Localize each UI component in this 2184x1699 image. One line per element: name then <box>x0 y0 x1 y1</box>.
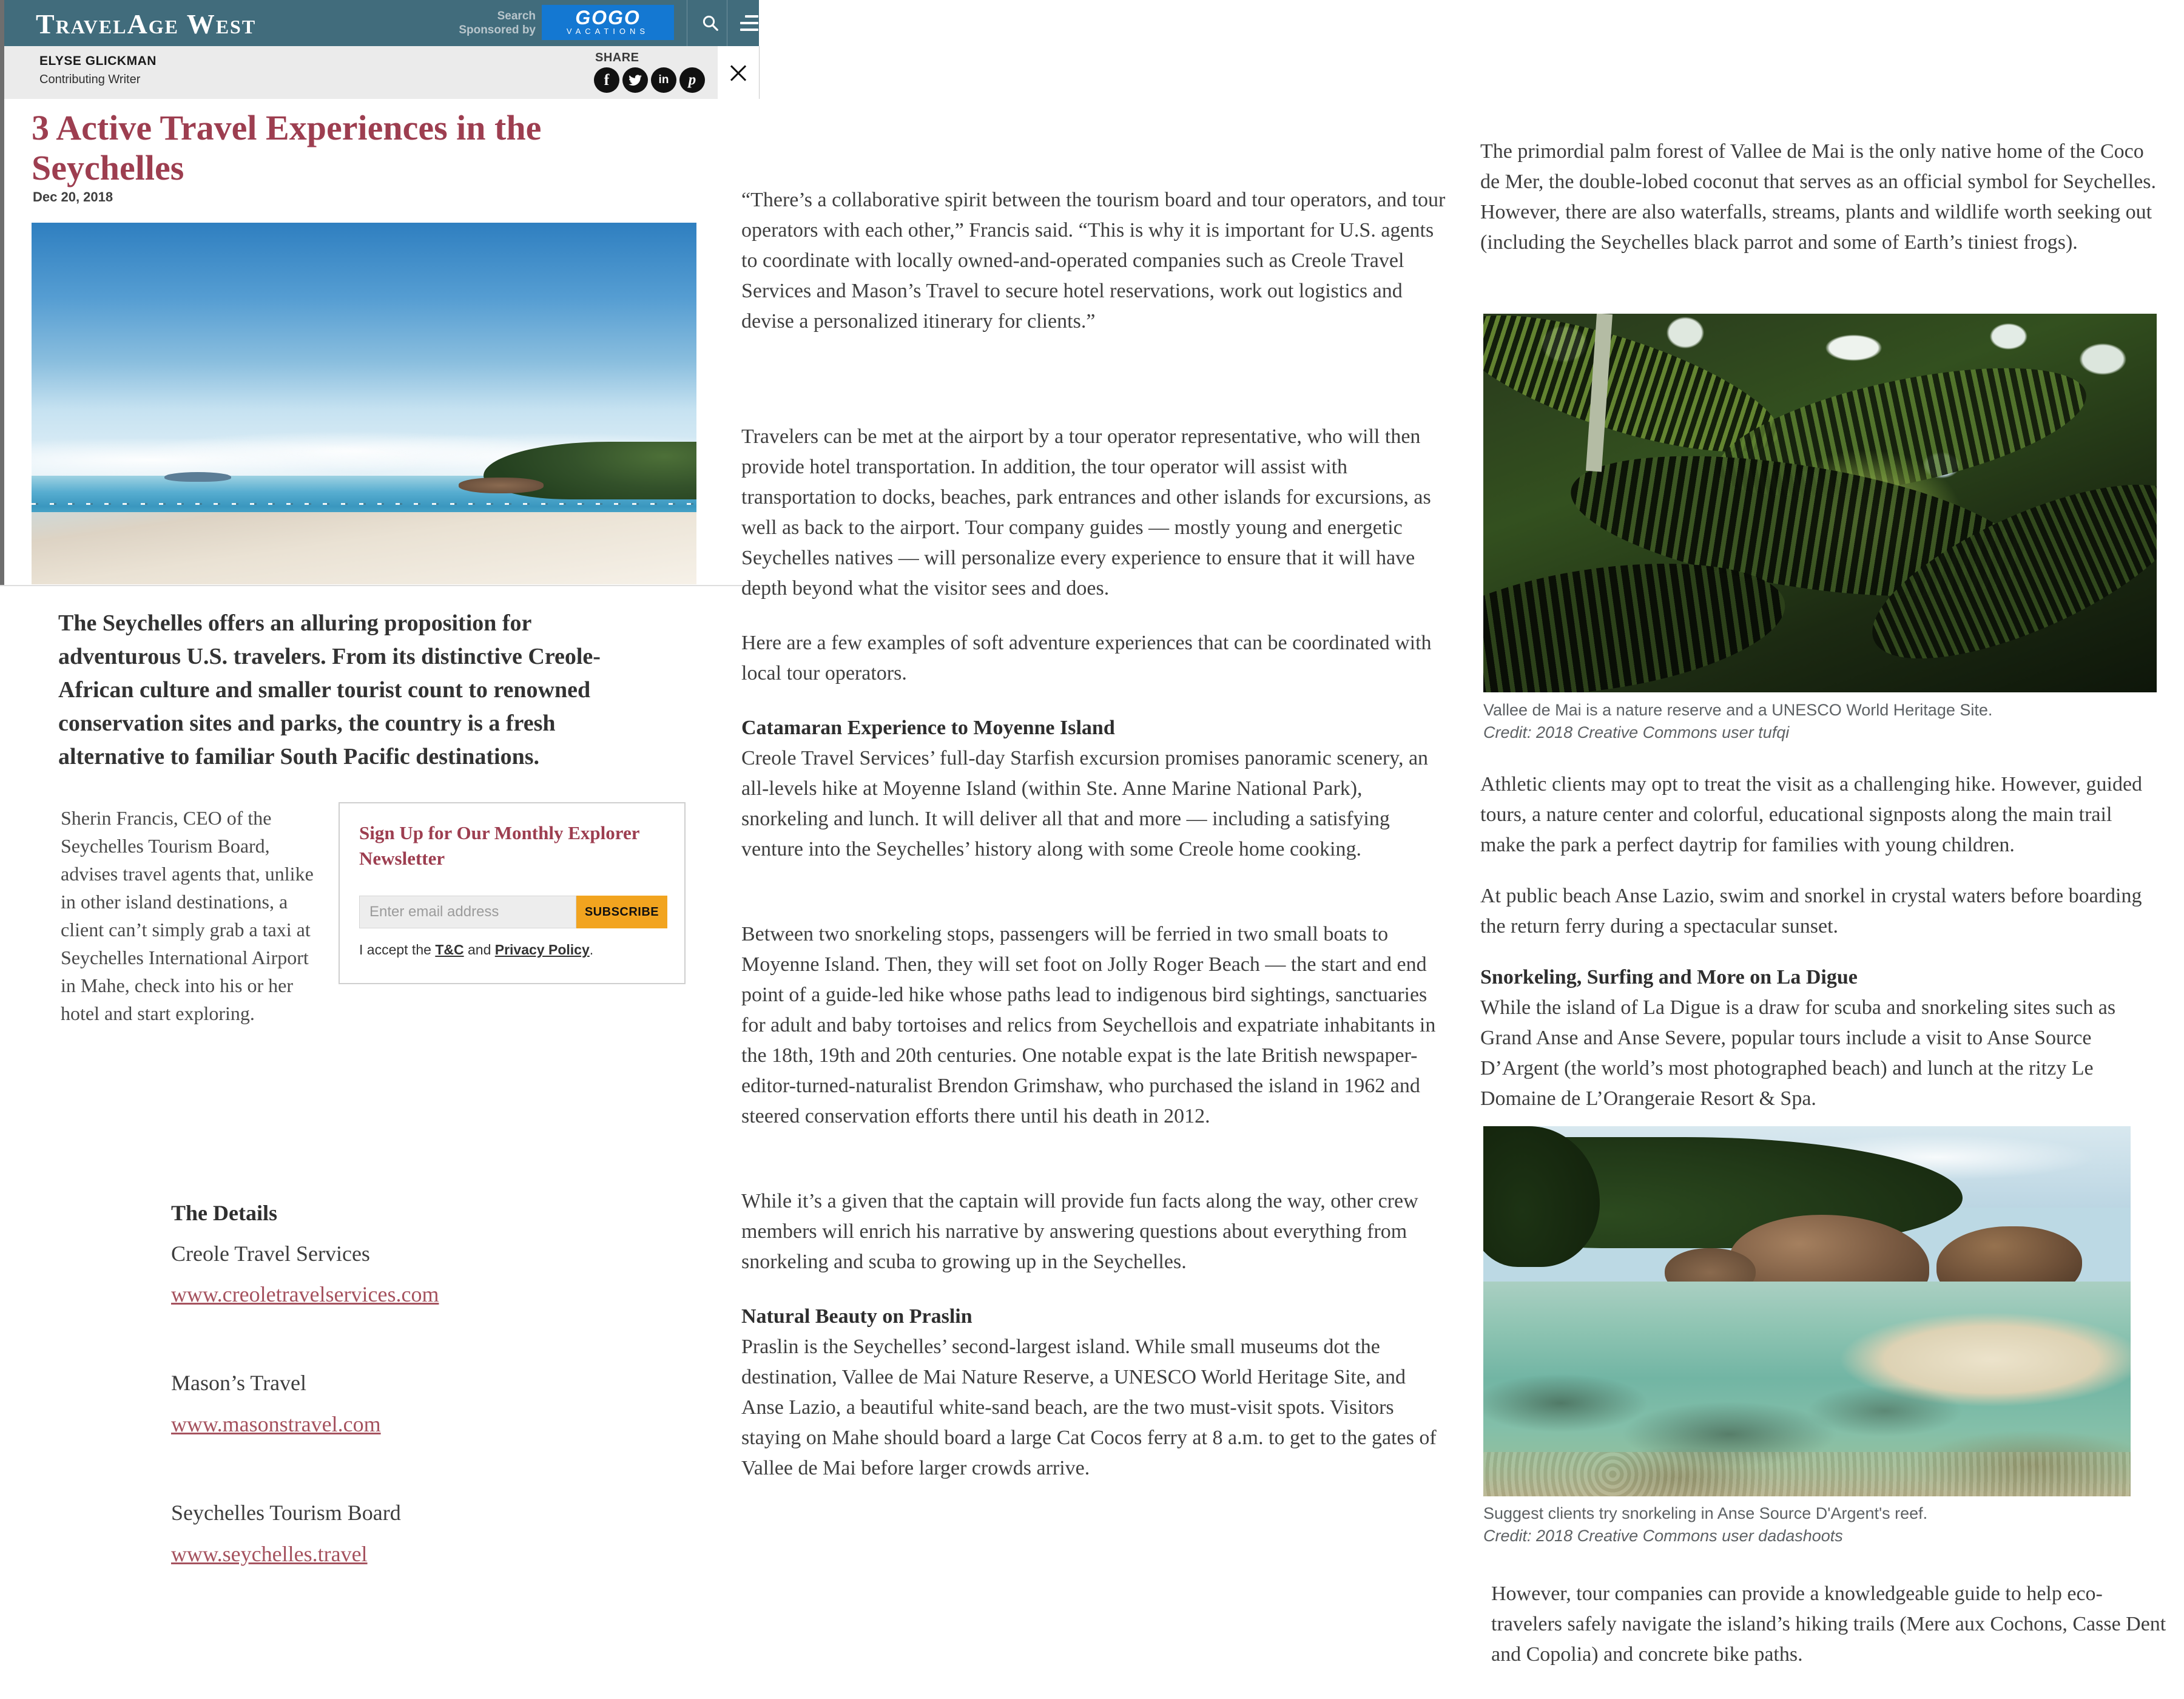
hero-buoy-line <box>32 503 696 505</box>
paragraph: While the island of La Digue is a draw for scuba and snorkeling sites such as Grand Anse and Anse Severe, popular tours include a visit to Anse Source D’Argent (the world’s most photographed beach) and lunch at the ritzy Le Domaine de L’Orangeraie Resort & Spa. <box>1480 996 2116 1110</box>
hero-island <box>164 472 231 482</box>
image-credit: Credit: 2018 Creative Commons user tufqi <box>1483 723 1790 741</box>
paragraph: Creole Travel Services’ full-day Starfish excursion promises panoramic scenery, an all-levels hike at Moyenne Island (within Ste. Anne Marine National Park), snorkeling and lunch. It will deliver all that and more — including a satisfying venture into the Seychelles’ history along with some Creole home cooking. <box>741 747 1429 860</box>
subscribe-button[interactable]: SUBSCRIBE <box>576 896 667 928</box>
linkedin-icon[interactable]: in <box>651 67 676 93</box>
card-bottom-divider <box>0 585 759 586</box>
paragraph: Travelers can be met at the airport by a tour operator representative, who will then provide hotel transportation. In addition, the tour operator will assist with transportation to docks, beaches, park entrances and other islands for excursions, as well as back to the airport. Tour company guides — mostly young and energetic Seychelles natives — will personalize every experience to ensure that it will have depth beyond what the visitor sees and does. <box>741 425 1431 600</box>
details-entry-name: Creole Travel Services <box>171 1241 370 1266</box>
site-logo[interactable]: TravelAge West <box>36 8 257 39</box>
paragraph: Between two snorkeling stops, passengers will be ferried in two small boats to Moyenne Island. Then, they will set foot on Jolly Roger Beach — the start and end point of a guide-led hike whose paths lead to indigenous bird sightings, sanctuaries for adult and baby tortoises and relics from Seychellois and expatriate inhabitants in the 18th, 19th and 20th centuries. One notable expat is the late British newspaper-editor-turned-naturalist Brendon Grimshaw, who purchased the island in 1962 and steered conservation efforts there until his death in 2012. <box>741 923 1436 1127</box>
search-icon[interactable] <box>690 0 730 46</box>
paragraph: However, tour companies can provide a knowledgeable guide to help eco-travelers safely navigate the island’s hiking trails (Mere aux Cochons, Casse Dent and Copolia) and concrete bike paths. <box>1491 1582 2166 1666</box>
byline-bar <box>4 46 718 99</box>
details-entry-link[interactable]: www.seychelles.travel <box>171 1542 368 1566</box>
newsletter-signup-box <box>339 802 686 984</box>
site-header <box>4 0 759 46</box>
paragraph: “There’s a collaborative spirit between the tourism board and tour operators, and tour operators with each other,” Francis said. “This is why it is important for U.S. agents to coordinate with locally owned-and-operated companies such as Creole Travel Services and Mason’s Travel to secure hotel reservations, work out logistics and devise a personalized itinerary for clients.” <box>741 189 1446 333</box>
close-icon <box>728 62 749 83</box>
gogo-vacations-logo[interactable]: GOGO VACATIONS <box>542 5 674 40</box>
paragraph: Athletic clients may opt to treat the visit as a challenging hike. However, guided tours, a nature center and colorful, educational signposts along the main trail make the park a perfect daytrip for families with young children. <box>1480 773 2143 856</box>
details-entry-link[interactable]: www.creoletravelservices.com <box>171 1282 439 1306</box>
author-role: Contributing Writer <box>39 73 141 86</box>
hero-sand <box>32 512 696 584</box>
details-heading: The Details <box>171 1201 277 1225</box>
palm-forest-image <box>1483 314 2157 692</box>
accept-terms-text: I accept the T&C and Privacy Policy. <box>359 942 594 958</box>
section-heading: Natural Beauty on Praslin <box>741 1305 972 1328</box>
section-heading: Catamaran Experience to Moyenne Island <box>741 717 1115 739</box>
hero-beach-image <box>32 223 696 584</box>
page-title: 3 Active Travel Experiences in the Seychelles <box>32 108 542 187</box>
lagoon-snorkeling-image <box>1483 1126 2131 1496</box>
image-credit: Credit: 2018 Creative Commons user dadashoots <box>1483 1527 1843 1545</box>
email-input[interactable] <box>359 896 576 928</box>
lagoon-shore <box>1483 1452 2131 1496</box>
details-entry-name: Mason’s Travel <box>171 1371 307 1395</box>
paragraph: The primordial palm forest of Vallee de Mai is the only native home of the Coco de Mer, the double-lobed coconut that serves as an official symbol for Seychelles. However, there are also waterfalls, streams, plants and wildlife worth seeking out (including the Seychelles black parrot and some of Earth’s tiniest frogs). <box>1480 140 2157 254</box>
author-name: ELYSE GLICKMAN <box>39 54 157 68</box>
details-entry-name: Seychelles Tourism Board <box>171 1501 401 1525</box>
paragraph: While it’s a given that the captain will provide fun facts along the way, other crew members will enrich his narrative by answering questions about everything from snorkeling and scuba to growing up in the Seychelles. <box>741 1190 1418 1273</box>
image-caption: Vallee de Mai is a nature reserve and a UNESCO World Heritage Site. <box>1483 701 1993 719</box>
image-caption: Suggest clients try snorkeling in Anse Source D'Argent's reef. <box>1483 1504 1928 1522</box>
article-intro: The Seychelles offers an alluring proposition for adventurous U.S. travelers. From its distinctive Creole-African culture and smaller tourist count to renowned conservation sites and parks, the country is a fresh alternative to familiar South Pacific destinations. <box>58 610 601 769</box>
twitter-icon[interactable] <box>622 67 648 93</box>
details-entry-link[interactable]: www.masonstravel.com <box>171 1412 381 1436</box>
section-heading: Snorkeling, Surfing and More on La Digue <box>1480 966 1858 988</box>
article-left-paragraph: Sherin Francis, CEO of the Seychelles Tourism Board, advises travel agents that, unlike in other island destinations, a client can’t simply grab a taxi at Seychelles International Airport in Mahe, check into his or her hotel and start exploring. <box>61 807 314 1024</box>
paragraph: Here are a few examples of soft adventure experiences that can be coordinated with local tour operators. <box>741 632 1432 684</box>
pinterest-icon[interactable]: p <box>679 67 705 93</box>
terms-link[interactable]: T&C <box>435 942 464 958</box>
paragraph: Praslin is the Seychelles’ second-largest island. While small museums dot the destination, Vallee de Mai Nature Reserve, a UNESCO World Heritage Site, and Anse Lazio, a beautiful white-sand beach, are the two must-visit spots. Visitors staying on Mahe should board a large Cat Cocos ferry at 8 a.m. to get to the gates of Vallee de Mai before larger crowds arrive. <box>741 1336 1437 1479</box>
paragraph: At public beach Anse Lazio, swim and snorkel in crystal waters before boarding the return ferry during a spectacular sunset. <box>1480 885 2142 937</box>
share-label: SHARE <box>595 51 639 64</box>
card-left-edge <box>0 0 4 586</box>
close-button[interactable] <box>718 46 760 99</box>
article-date: Dec 20, 2018 <box>33 189 113 204</box>
hamburger-menu-icon[interactable] <box>730 0 763 46</box>
privacy-policy-link[interactable]: Privacy Policy <box>494 942 590 958</box>
newsletter-heading: Sign Up for Our Monthly Explorer Newsletter <box>359 822 639 869</box>
facebook-icon[interactable]: f <box>594 67 619 93</box>
hero-rocks <box>459 478 544 493</box>
search-sponsored-label: Search Sponsored by <box>459 10 536 36</box>
